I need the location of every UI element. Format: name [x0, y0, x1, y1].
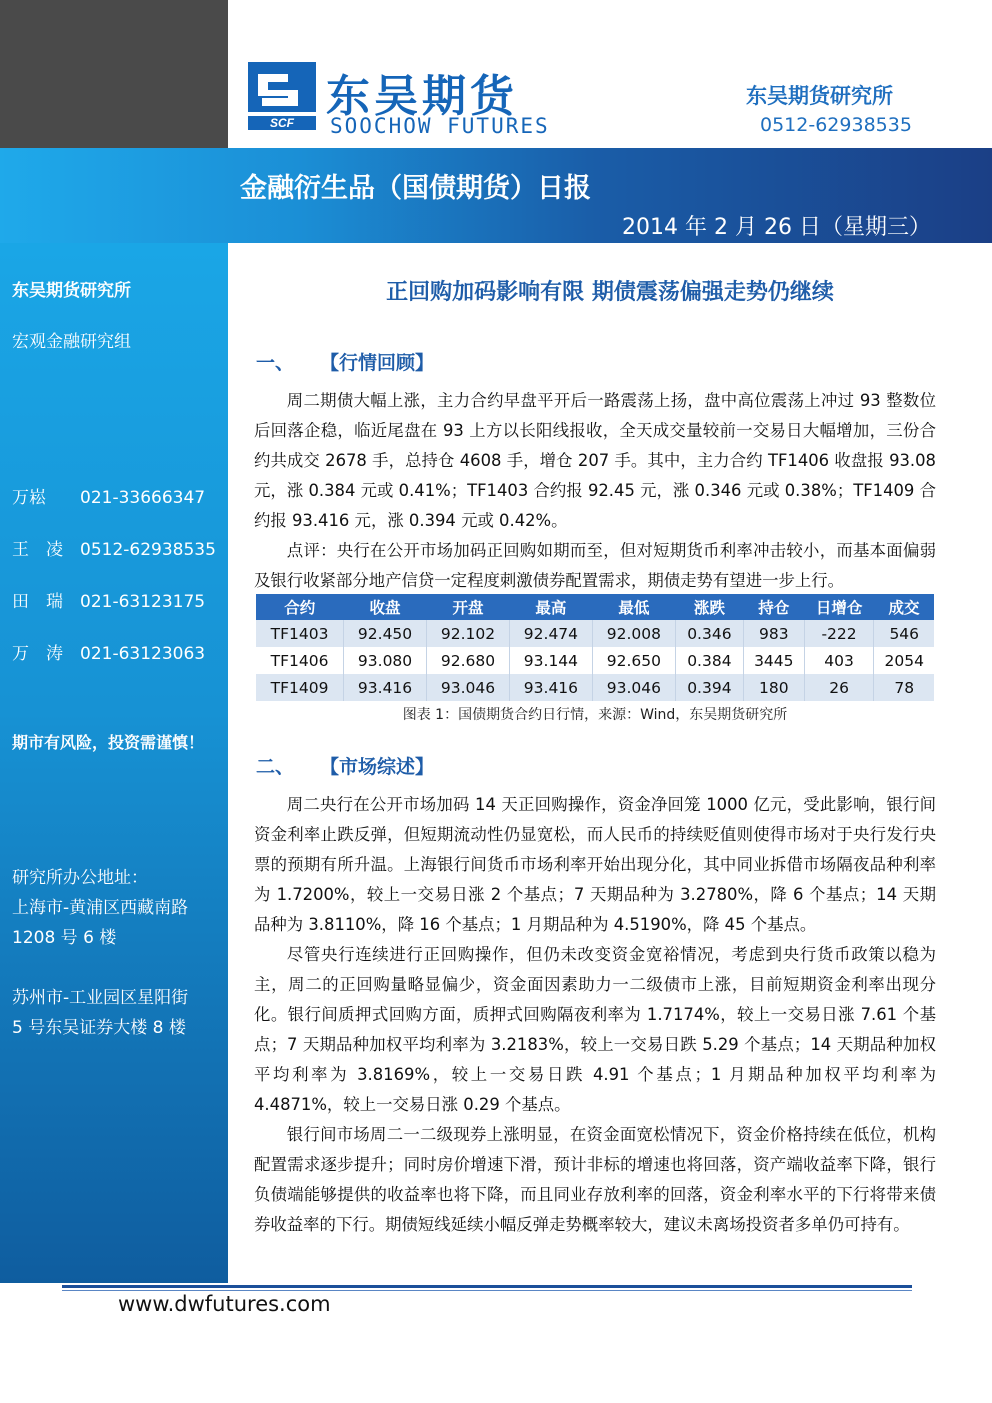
sidebar	[0, 243, 228, 1283]
table-header-cell: 成交	[874, 594, 934, 620]
table-cell: 3445	[743, 647, 804, 674]
table-header-row	[256, 594, 934, 620]
section-2-paragraph-1: 周二央行在公开市场加码 14 天正回购操作，资金净回笼 1000 亿元，受此影响，银行间资金利率止跌反弹，但短期流动性仍显宽松，而人民币的持续贬值则使得市场对于央行发行央票的预期有所升温。上海银行间货币市场利率开始出现分化，其中同业拆借市场隔夜品种利率为 1.7200%，较上一交易日涨 2 个基点；7 天期品种为 3.2780%，降 6 个基点；14 天期品种为 3.8110%，降 16 个基点；1 月期品种为 4.5190%，降 45 个基点。	[254, 795, 936, 934]
table-cell: TF1409	[256, 674, 344, 701]
contact-name: 田 瑞	[12, 592, 63, 612]
contact-item	[12, 483, 205, 508]
table-row	[256, 620, 934, 647]
table-header-cell: 最高	[509, 594, 592, 620]
table-cell: 0.346	[675, 620, 743, 647]
table-cell: 92.680	[427, 647, 510, 674]
table-cell: TF1403	[256, 620, 344, 647]
contact-item	[12, 639, 205, 664]
table-cell: 403	[804, 647, 874, 674]
table-cell: 93.046	[592, 674, 675, 701]
contact-phone: 0512-62938535	[80, 540, 216, 560]
table-cell: 93.144	[509, 647, 592, 674]
table-cell: 92.650	[592, 647, 675, 674]
table-cell: 93.416	[509, 674, 592, 701]
contact-phone: 021-63123175	[80, 592, 206, 612]
contact-phone: 021-33666347	[80, 488, 206, 508]
table-header-cell: 涨跌	[675, 594, 743, 620]
table-cell: -222	[804, 620, 874, 647]
table-header-cell: 合约	[256, 594, 344, 620]
table-cell: 92.102	[427, 620, 510, 647]
svg-text:SCF: SCF	[270, 116, 294, 130]
section-1-label: 【行情回顾】	[320, 352, 435, 374]
contact-item	[12, 587, 205, 612]
logo-english-name: SOOCHOW FUTURES	[330, 114, 550, 138]
table-cell: 2054	[874, 647, 934, 674]
section-1-number: 一、	[256, 352, 295, 374]
footer-website-link[interactable]: www.dwfutures.com	[118, 1292, 331, 1316]
contact-item	[12, 535, 216, 560]
risk-warning: 期市有风险，投资需谨慎！	[12, 733, 205, 752]
table-cell: 92.450	[344, 620, 427, 647]
contact-name: 万 涛	[12, 644, 63, 664]
section-1-paragraph-2: 点评：央行在公开市场加码正回购如期而至，但对短期货币利率冲击较小，而基本面偏弱及银行收紧部分地产信贷一定程度刺激债券配置需求，期债走势有望进一步上行。	[254, 541, 936, 590]
table-cell: TF1406	[256, 647, 344, 674]
address-shanghai-line2: 1208 号 6 楼	[12, 928, 117, 948]
contact-phone: 021-63123063	[80, 644, 206, 664]
scf-logo-icon	[248, 62, 316, 130]
section-1-paragraph-1: 周二期债大幅上涨，主力合约早盘平开后一路震荡上扬，盘中高位震荡上冲过 93 整数位后回落企稳，临近尾盘在 93 上方以长阳线报收，全天成交量较前一交易日大幅增加，三份合约共成交 2678 手，总持仓 4608 手，增仓 207 手。其中，主力合约 TF1406 收盘报 93.08 元，涨 0.384 元或 0.41%；TF1403 合约报 92.45 元，涨 0.346 元或 0.38%；TF1409 合约报 93.416 元，涨 0.394 元或 0.42%。	[254, 391, 936, 530]
logo-chinese-name: 东吴期货	[326, 71, 518, 122]
header-phone: 0512-62938535	[760, 114, 912, 136]
section-2-title	[256, 752, 434, 779]
section-2-label: 【市场综述】	[320, 756, 435, 778]
section-1-title	[256, 348, 434, 375]
table-cell: 0.394	[675, 674, 743, 701]
futures-quote-table	[256, 594, 934, 701]
footer-divider	[62, 1285, 912, 1288]
section-2-paragraph-3: 银行间市场周二一二级现券上涨明显，在资金面宽松情况下，资金价格持续在低位，机构配置需求逐步提升；同时房价增速下滑，预计非标的增速也将回落，资产端收益率下降，银行负债端能够提供的收益率也将下降，而且同业存放利率的回落，资金利率水平的下行将带来债券收益率的下行。期债短线延续小幅反弹走势概率较大，建议未离场投资者多单仍可持有。	[254, 1125, 936, 1234]
header-corner-block	[0, 0, 228, 148]
header-institute-name: 东吴期货研究所	[746, 84, 893, 108]
address-suzhou-line2: 5 号东吴证券大楼 8 楼	[12, 1018, 186, 1038]
table-cell: 546	[874, 620, 934, 647]
table-cell: 93.046	[427, 674, 510, 701]
article-headline: 正回购加码影响有限 期债震荡偏强走势仍继续	[386, 280, 834, 305]
table-row	[256, 647, 934, 674]
table-cell: 93.416	[344, 674, 427, 701]
table-header-cell: 持仓	[743, 594, 804, 620]
table-cell: 93.080	[344, 647, 427, 674]
footer-divider-thin	[62, 1290, 912, 1291]
address-shanghai-line1: 上海市-黄浦区西藏南路	[12, 898, 189, 918]
table-header-cell: 开盘	[427, 594, 510, 620]
table-header-cell: 最低	[592, 594, 675, 620]
table-header-cell: 收盘	[344, 594, 427, 620]
address-suzhou-line1: 苏州市-工业园区星阳街	[12, 988, 189, 1008]
table-caption: 图表 1：国债期货合约日行情，来源：Wind，东吴期货研究所	[402, 707, 788, 723]
section-2-paragraph-2: 尽管央行连续进行正回购操作，但仍未改变资金宽裕情况，考虑到央行货币政策以稳为主，周二的正回购量略显偏少，资金面因素助力一二级债市上涨，目前短期资金利率出现分化。银行间质押式回购方面，质押式回购隔夜利率为 1.7174%，较上一交易日涨 7.61 个基点；7 天期品种加权平均利率为 3.2183%，较上一交易日跌 5.29 个基点；14 天期品种加权平均利率为 3.8169%，较上一交易日跌 4.91 个基点；1 月期品种加权平均利率为 4.4871%，较上一交易日涨 0.29 个基点。	[254, 945, 936, 1114]
table-cell: 92.474	[509, 620, 592, 647]
table-cell: 0.384	[675, 647, 743, 674]
company-logo	[248, 60, 578, 140]
table-cell: 78	[874, 674, 934, 701]
table-header-cell: 日增仓	[804, 594, 874, 620]
address-label: 研究所办公地址：	[12, 868, 148, 888]
table-row	[256, 674, 934, 701]
table-cell: 983	[743, 620, 804, 647]
report-date: 2014 年 2 月 26 日（星期三）	[622, 215, 931, 240]
report-title: 金融衍生品（国债期货）日报	[240, 173, 591, 204]
contact-name: 万崧	[12, 488, 46, 508]
sidebar-group: 宏观金融研究组	[12, 332, 131, 352]
contact-name: 王 凌	[12, 540, 63, 560]
table-cell: 92.008	[592, 620, 675, 647]
table-cell: 180	[743, 674, 804, 701]
table-cell: 26	[804, 674, 874, 701]
sidebar-institute: 东吴期货研究所	[12, 281, 131, 301]
section-2-number: 二、	[256, 756, 295, 778]
